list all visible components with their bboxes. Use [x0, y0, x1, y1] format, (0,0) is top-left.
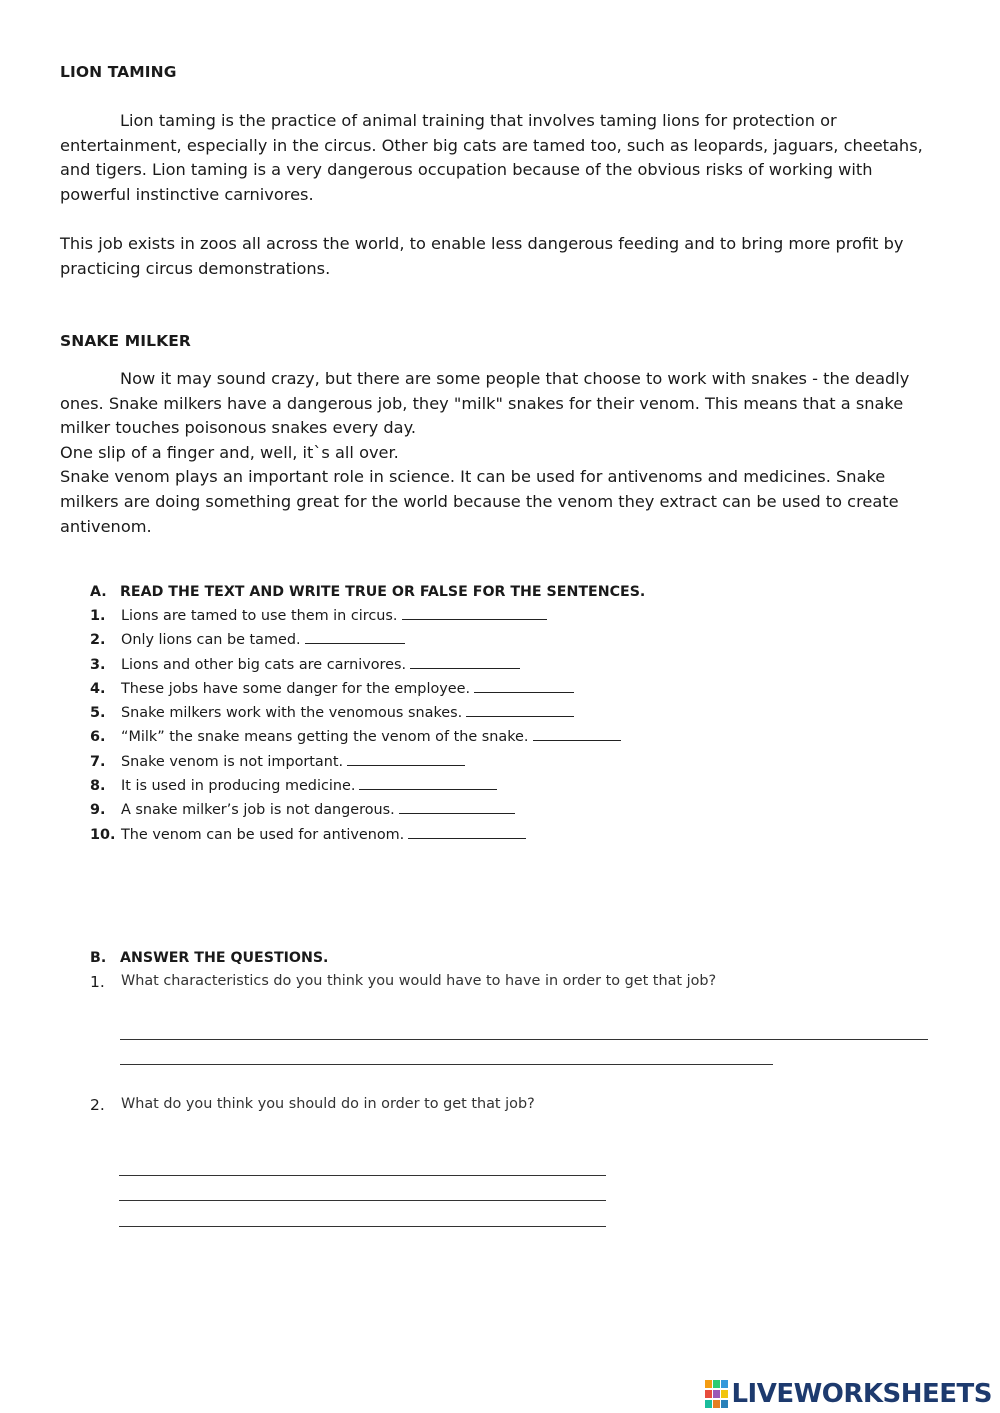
- question-number: 2.: [90, 1096, 105, 1114]
- answer-line[interactable]: [120, 1064, 773, 1065]
- statement-text: A snake milker’s job is not dangerous.: [121, 802, 395, 819]
- answer-blank[interactable]: [402, 605, 547, 620]
- open-question-1: [90, 973, 890, 995]
- answer-blank[interactable]: [533, 726, 621, 741]
- list-item: [90, 823, 690, 847]
- list-item: [90, 701, 690, 725]
- item-number: 6.: [90, 729, 106, 746]
- answer-line[interactable]: [120, 1039, 928, 1040]
- item-number: 1.: [90, 608, 106, 624]
- list-item: [90, 604, 690, 628]
- list-item: [90, 628, 690, 652]
- item-number: 2.: [90, 632, 106, 649]
- section-title-snake-milker: SNAKE MILKER: [60, 332, 191, 350]
- exercise-a-heading: [90, 584, 790, 604]
- question-number: 1.: [90, 973, 105, 991]
- snake-milker-paragraph-3: Snake venom plays an important role in science. It can be used for antivenoms and medicines. Snake milkers are doing something great for the world because the venom they extract can be used to create antivenom.: [60, 467, 899, 536]
- item-number: 9.: [90, 802, 106, 819]
- true-false-list: [90, 604, 690, 847]
- item-number: 8.: [90, 778, 106, 795]
- section-title-lion-taming: LION TAMING: [60, 63, 177, 81]
- exercise-b-label: B.: [90, 950, 107, 966]
- statement-text: The venom can be used for antivenom.: [121, 826, 405, 843]
- item-number: 10.: [90, 826, 116, 843]
- liveworksheets-logo-text: LIVEWORKSHEETS: [731, 1379, 992, 1409]
- list-item: [90, 725, 690, 749]
- item-number: 7.: [90, 753, 106, 770]
- answer-blank[interactable]: [408, 824, 526, 839]
- list-item: [90, 677, 690, 701]
- answer-line[interactable]: [119, 1200, 606, 1201]
- snake-milker-paragraph-2: One slip of a finger and, well, it`s all over.: [60, 442, 399, 462]
- liveworksheets-logo: [705, 1378, 992, 1410]
- lion-taming-text: [60, 109, 930, 281]
- statement-text: Lions and other big cats are carnivores.: [121, 656, 407, 673]
- answer-blank[interactable]: [359, 775, 497, 790]
- statement-text: It is used in producing medicine.: [121, 778, 356, 795]
- item-number: 4.: [90, 680, 106, 697]
- list-item: [90, 750, 690, 774]
- answer-blank[interactable]: [466, 702, 574, 717]
- answer-line[interactable]: [119, 1226, 606, 1227]
- exercise-b-title: ANSWER THE QUESTIONS.: [120, 950, 329, 966]
- snake-milker-text: [60, 367, 930, 539]
- lion-taming-paragraph-1: Lion taming is the practice of animal training that involves taming lions for protection or entertainment, especially in the circus. Other big cats are tamed too, such as leopards, jaguars, cheetahs, and tigers. Lion taming is a very dangerous occupation because of the obvious risks of working with powerful instinctive carnivores.: [60, 111, 923, 204]
- list-item: [90, 653, 690, 677]
- question-text: What characteristics do you think you would have to have in order to get that job?: [121, 973, 717, 989]
- statement-text: “Milk” the snake means getting the venom of the snake.: [121, 729, 529, 746]
- question-text: What do you think you should do in order to get that job?: [121, 1096, 535, 1112]
- lion-taming-paragraph-2: This job exists in zoos all across the world, to enable less dangerous feeding and to bring more profit by practicing circus demonstrations.: [60, 233, 904, 278]
- statement-text: Snake venom is not important.: [121, 753, 344, 770]
- exercise-b-heading: [90, 950, 590, 970]
- item-number: 3.: [90, 656, 106, 673]
- answer-blank[interactable]: [474, 678, 574, 693]
- exercise-a-title: READ THE TEXT AND WRITE TRUE OR FALSE FOR THE SENTENCES.: [120, 584, 646, 600]
- statement-text: Lions are tamed to use them in circus.: [121, 608, 398, 624]
- answer-blank[interactable]: [305, 629, 405, 644]
- answer-blank[interactable]: [399, 799, 515, 814]
- list-item: [90, 798, 690, 822]
- answer-line[interactable]: [119, 1175, 606, 1176]
- statement-text: Only lions can be tamed.: [121, 632, 301, 649]
- statement-text: These jobs have some danger for the employee.: [121, 680, 471, 697]
- exercise-a-label: A.: [90, 584, 107, 600]
- answer-blank[interactable]: [410, 654, 520, 669]
- open-question-2: [90, 1096, 890, 1118]
- list-item: [90, 774, 690, 798]
- statement-text: Snake milkers work with the venomous snakes.: [121, 705, 463, 722]
- item-number: 5.: [90, 705, 106, 722]
- answer-blank[interactable]: [347, 751, 465, 766]
- liveworksheets-logo-icon: [705, 1380, 729, 1408]
- snake-milker-paragraph-1: Now it may sound crazy, but there are some people that choose to work with snakes - the deadly ones. Snake milkers have a dangerous job, they "milk" snakes for their venom. This means that a snake milker touches poisonous snakes every day.: [60, 369, 910, 438]
